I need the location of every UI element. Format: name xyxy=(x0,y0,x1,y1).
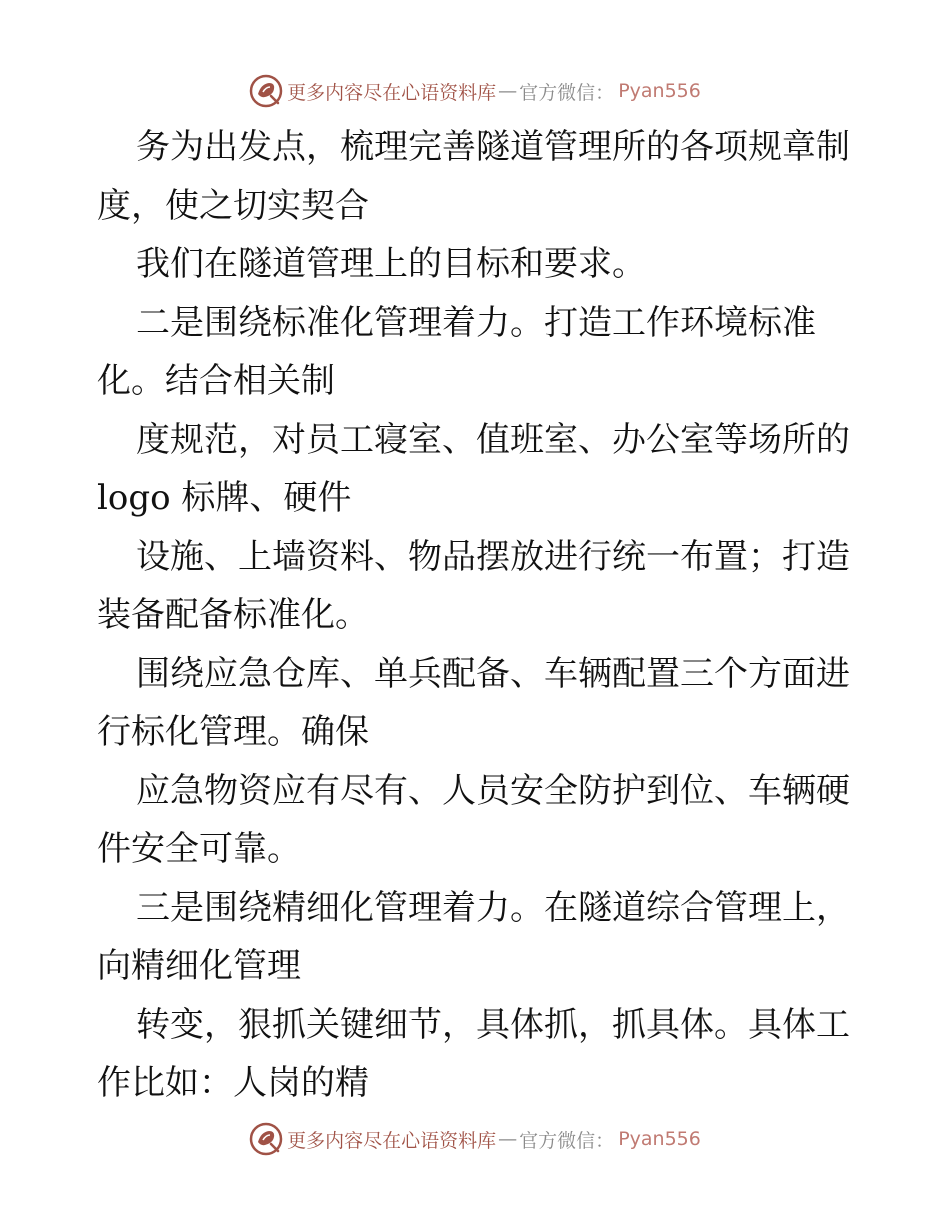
banner-wechat-label: 官方微信： xyxy=(519,81,615,104)
text-line: 行标化管理。确保 xyxy=(97,712,369,752)
text-line: 务为出发点，梳理完善隧道管理所的各项规章制 xyxy=(136,127,850,167)
text-line: 度，使之切实契合 xyxy=(97,185,369,226)
rose-logo-icon xyxy=(249,1122,283,1156)
banner-text: 更多内容尽在心语资料库 xyxy=(287,81,497,104)
text-line: 围绕应急仓库、单兵配备、车辆配置三个方面进 xyxy=(136,653,850,694)
footer-banner xyxy=(0,1119,950,1159)
text-line: 化。结合相关制 xyxy=(97,361,335,401)
text-line: 应急物资应有尽有、人员安全防护到位、车辆硬 xyxy=(136,770,850,811)
text-line: 转变，狠抓关键细节，具体抓，抓具体。具体工 xyxy=(136,1004,850,1045)
text-line: 我们在隧道管理上的目标和要求。 xyxy=(136,244,646,284)
text-line: 向精细化管理 xyxy=(97,946,301,986)
text-line: logo 标牌、硬件 xyxy=(97,478,352,518)
text-line: 件安全可靠。 xyxy=(97,829,301,869)
banner-wechat-id: Pyan556 xyxy=(618,1128,701,1150)
banner-wechat-id: Pyan556 xyxy=(618,80,701,102)
text-line: 作比如：人岗的精 xyxy=(97,1063,369,1103)
banner-separator: — xyxy=(498,80,518,102)
banner-wechat-label: 官方微信： xyxy=(519,1129,615,1152)
text-line: 度规范，对员工寝室、值班室、办公室等场所的 xyxy=(136,419,850,460)
text-line: 二是围绕标准化管理着力。打造工作环境标准 xyxy=(136,302,816,343)
text-line: 设施、上墙资料、物品摆放进行统一布置；打造 xyxy=(136,536,850,577)
rose-logo-icon xyxy=(249,74,283,108)
banner-text: 更多内容尽在心语资料库 xyxy=(287,1129,497,1152)
document-body xyxy=(97,118,857,1113)
text-line: 三是围绕精细化管理着力。在隧道综合管理上， xyxy=(136,887,850,928)
header-banner xyxy=(0,71,950,111)
text-line: 装备配备标准化。 xyxy=(97,595,369,635)
banner-separator: — xyxy=(498,1128,518,1150)
